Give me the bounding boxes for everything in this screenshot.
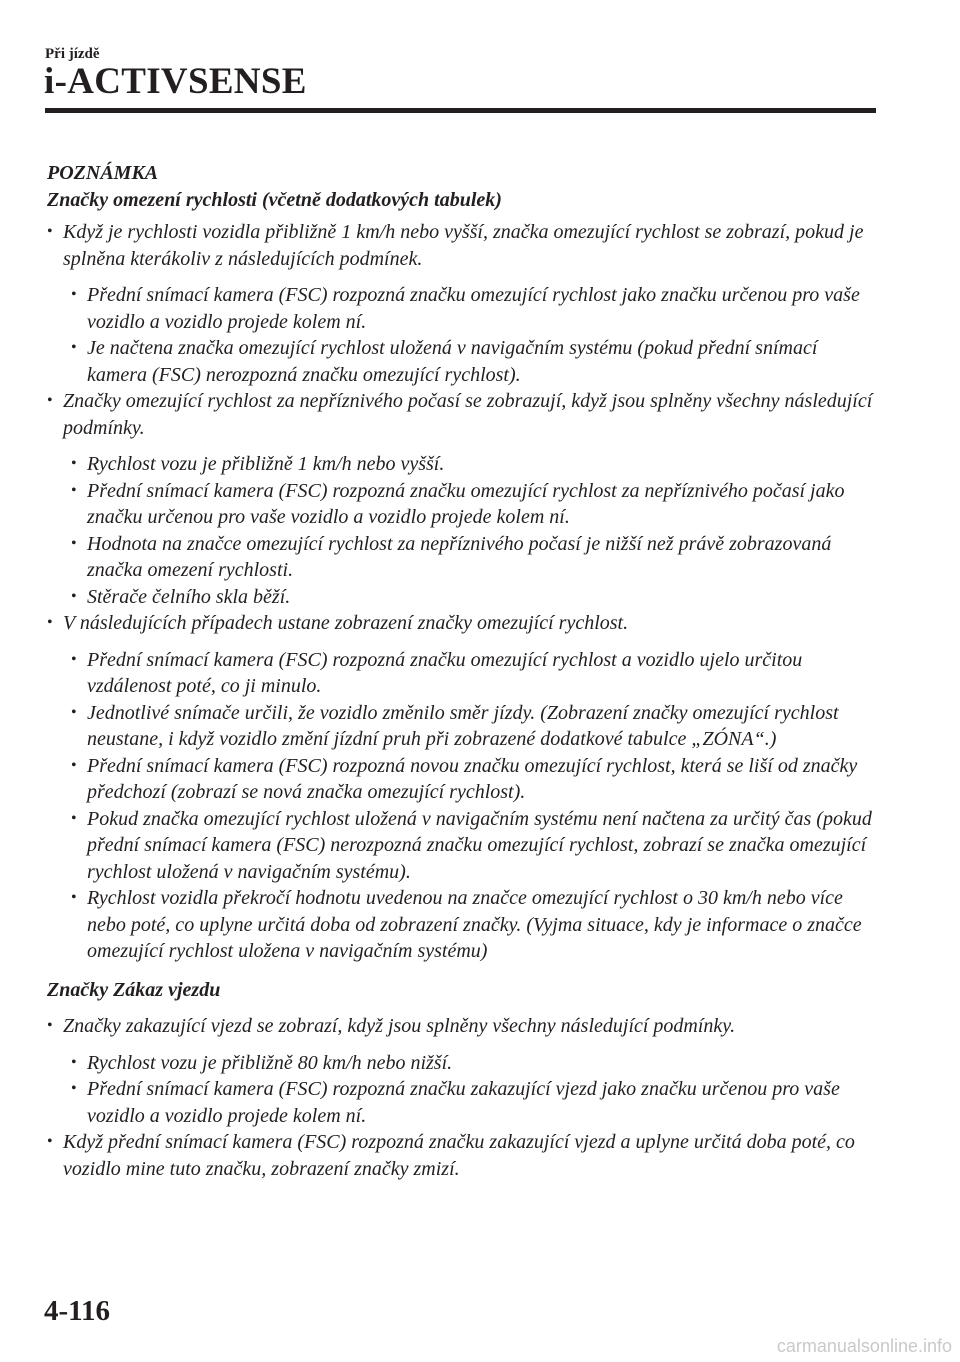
- bullet-text: Přední snímací kamera (FSC) rozpozná značku omezující rychlost za nepříznivého počasí jako značku určenou pro vaše vozidlo a vozidlo projede kolem ní.: [87, 479, 845, 528]
- bullet-text: Přední snímací kamera (FSC) rozpozná novou značku omezující rychlost, která se liší od značky předchozí (zobrazí se nová značka omezující rychlost).: [87, 754, 858, 803]
- header-divider: [45, 108, 876, 113]
- no-entry-heading: Značky Zákaz vjezdu: [47, 978, 221, 1001]
- bullet-item: [47, 388, 882, 441]
- bullet-icon: •: [71, 650, 77, 668]
- bullet-icon: •: [71, 455, 77, 472]
- sub-bullet-item: [47, 1076, 882, 1129]
- bullet-icon: •: [71, 1080, 77, 1097]
- bullet-icon: •: [71, 339, 77, 356]
- sub-bullet-item: [47, 531, 882, 584]
- sub-bullet-item: [47, 335, 882, 388]
- bullet-item: [47, 1129, 882, 1182]
- bullet-text: Značky omezující rychlost za nepříznivého počasí se zobrazují, když jsou splněny všechny následující podmínky.: [63, 390, 873, 439]
- bullet-item: [47, 610, 882, 637]
- bullet-icon: •: [71, 703, 77, 721]
- bullet-item: [47, 1013, 882, 1040]
- bullet-icon: •: [47, 1017, 53, 1034]
- sub-bullet-item: [47, 584, 882, 611]
- speed-limit-list: [47, 219, 882, 965]
- bullet-icon: •: [47, 392, 53, 409]
- sub-bullet-item: [47, 282, 882, 335]
- bullet-text: V následujících případech ustane zobrazení značky omezující rychlost.: [63, 612, 629, 634]
- bullet-icon: •: [71, 889, 77, 906]
- sub-bullet-item: [47, 700, 882, 753]
- chapter-title: i-ACTIVSENSE: [44, 61, 307, 102]
- speed-limit-heading: Značky omezení rychlosti (včetně dodatkových tabulek): [47, 188, 502, 211]
- bullet-icon: •: [47, 223, 53, 240]
- bullet-item: [47, 219, 882, 272]
- bullet-icon: •: [71, 534, 77, 552]
- bullet-icon: •: [71, 481, 77, 499]
- bullet-text: Přední snímací kamera (FSC) rozpozná značku omezující rychlost a vozidlo ujelo určitou vzdálenost poté, co ji minulo.: [87, 648, 803, 697]
- watermark: carmanualsonline.info: [776, 1336, 952, 1356]
- bullet-text: Rychlost vozu je přibližně 80 km/h nebo nižší.: [87, 1051, 453, 1074]
- sub-bullet-item: [47, 753, 882, 806]
- bullet-icon: •: [47, 1133, 53, 1150]
- bullet-text: Přední snímací kamera (FSC) rozpozná značku zakazující vjezd jako značku určenou pro vaše vozidlo a vozidlo projede kolem ní.: [87, 1078, 840, 1127]
- bullet-icon: •: [47, 614, 53, 631]
- page-number: 4-116: [44, 1295, 111, 1327]
- note-content: [47, 160, 882, 1182]
- bullet-text: Je načtena značka omezující rychlost uložená v navigačním systému (pokud přední snímací kamera (FSC) nerozpozná značku omezující rychlost).: [87, 337, 818, 386]
- bullet-icon: •: [71, 587, 77, 605]
- section-title: Při jízdě: [45, 46, 100, 62]
- bullet-text: Když přední snímací kamera (FSC) rozpozná značku zakazující vjezd a uplyne určitá doba poté, co vozidlo mine tuto značku, zobrazení značky zmizí.: [63, 1131, 855, 1180]
- no-entry-list: [47, 1013, 882, 1182]
- sub-bullet-item: [47, 647, 882, 700]
- bullet-icon: •: [71, 286, 77, 303]
- bullet-icon: •: [71, 756, 77, 774]
- bullet-text: Značky zakazující vjezd se zobrazí, když jsou splněny všechny následující podmínky.: [63, 1015, 736, 1037]
- bullet-text: Pokud značka omezující rychlost uložená v navigačním systému není načtena za určitý čas (pokud přední snímací kamera (FSC) nerozpozná značku omezující rychlost, zobrazí se značka omezující rychlost uložená v navigačním systému).: [87, 807, 872, 883]
- sub-bullet-item: [47, 806, 882, 886]
- sub-bullet-item: [47, 451, 882, 478]
- bullet-text: Hodnota na značce omezující rychlost za nepříznivého počasí je nižší než právě zobrazovaná značka omezení rychlosti.: [87, 532, 832, 581]
- sub-bullet-item: [47, 885, 882, 965]
- bullet-icon: •: [71, 1053, 77, 1071]
- bullet-text: Přední snímací kamera (FSC) rozpozná značku omezující rychlost jako značku určenou pro vaše vozidlo a vozidlo projede kolem ní.: [87, 284, 860, 333]
- bullet-icon: •: [71, 809, 77, 827]
- bullet-text: Stěrače čelního skla běží.: [87, 585, 291, 608]
- note-label: POZNÁMKA: [47, 162, 159, 184]
- bullet-text: Jednotlivé snímače určili, že vozidlo změnilo směr jízdy. (Zobrazení značky omezující rychlost neustane, i když vozidlo změní jízdní pruh při zobrazené dodatkové tabulce „ZÓNA“.): [87, 701, 839, 750]
- bullet-text: Rychlost vozidla překročí hodnotu uvedenou na značce omezující rychlost o 30 km/h nebo více nebo poté, co uplyne určitá doba od zobrazení značky. (Vyjma situace, kdy je informace o značce omezující rychlost uložena v navigačním systému): [87, 887, 862, 962]
- bullet-text: Když je rychlosti vozidla přibližně 1 km/h nebo vyšší, značka omezující rychlost se zobrazí, pokud je splněna kterákoliv z následujících podmínek.: [63, 221, 864, 270]
- sub-bullet-item: [47, 478, 882, 531]
- bullet-text: Rychlost vozu je přibližně 1 km/h nebo vyšší.: [87, 453, 445, 475]
- sub-bullet-item: [47, 1050, 882, 1077]
